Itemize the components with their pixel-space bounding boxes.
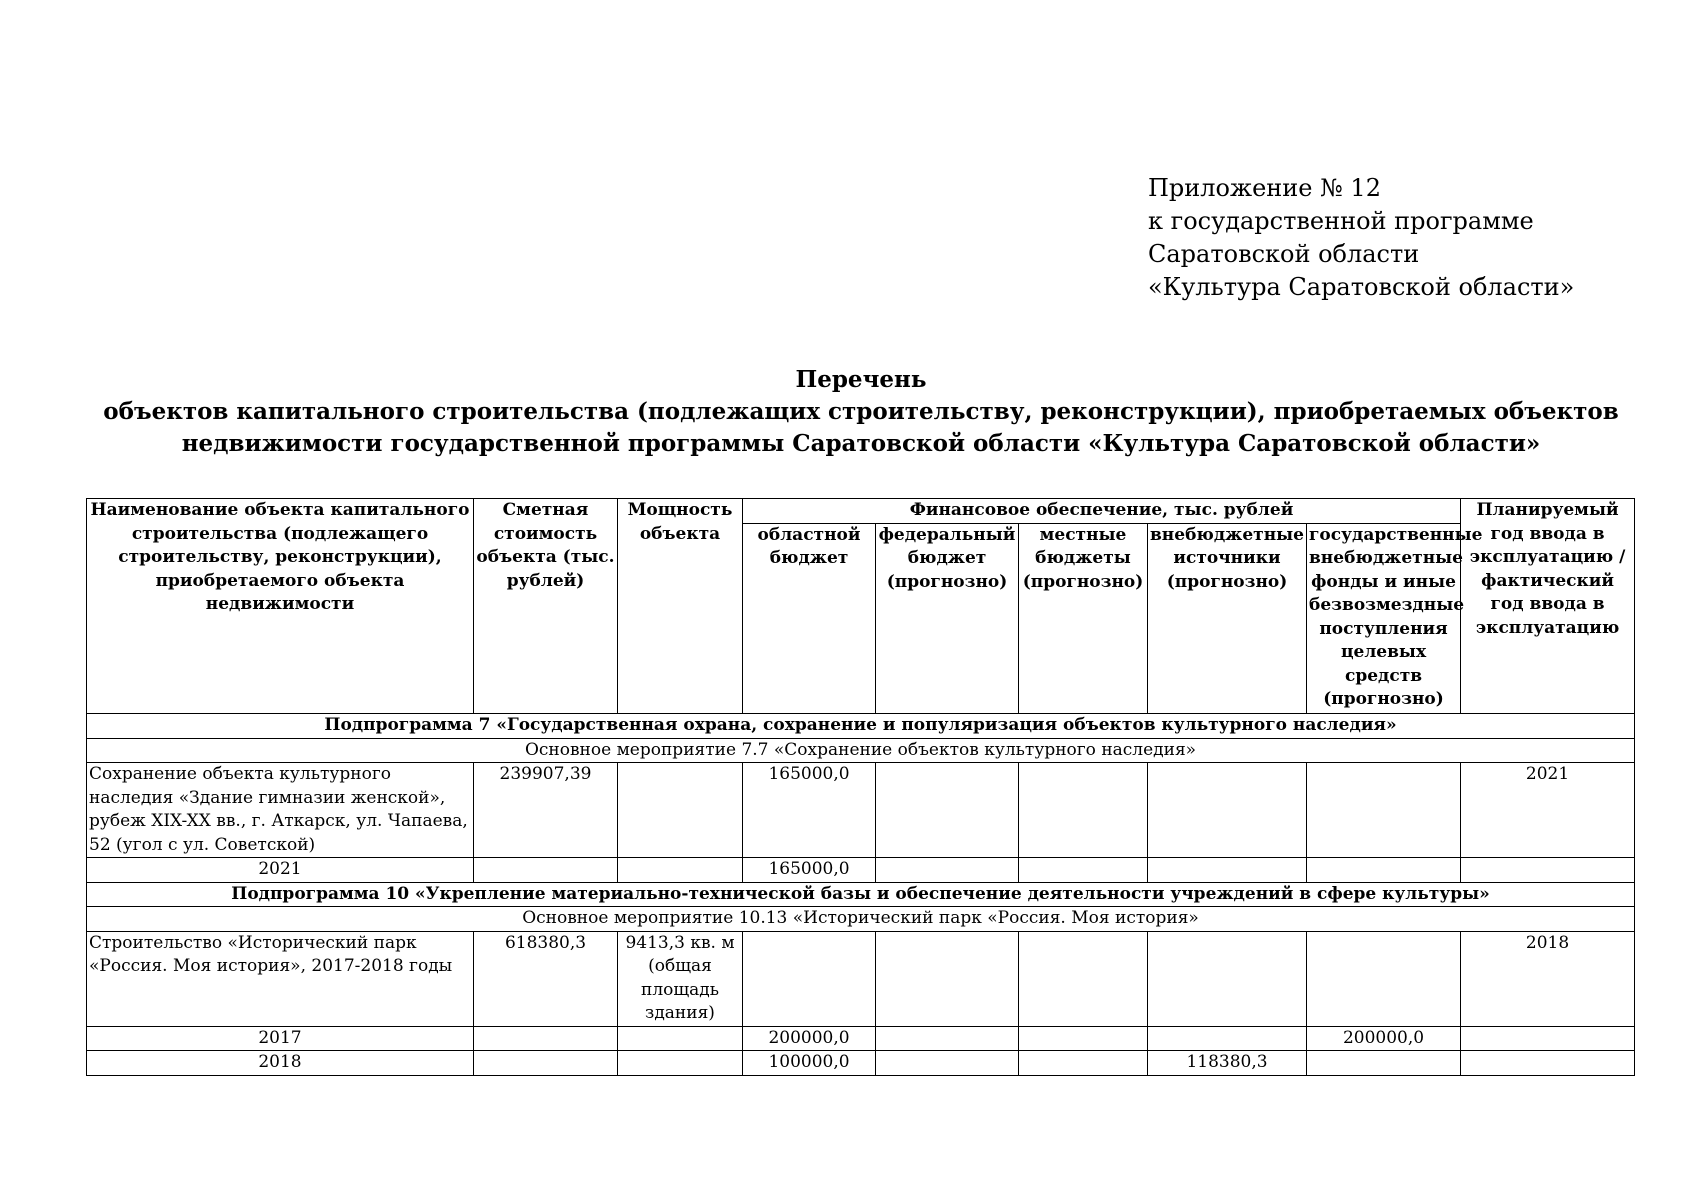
year-row <box>87 858 1635 883</box>
year-cost <box>474 858 618 883</box>
year-regional: 200000,0 <box>743 1026 876 1051</box>
appendix-block <box>1148 172 1574 304</box>
title-line-1: Перечень <box>795 366 927 393</box>
year-regional: 100000,0 <box>743 1051 876 1076</box>
activity-title: Основное мероприятие 10.13 «Исторический парк «Россия. Моя история» <box>87 907 1635 932</box>
year-capacity <box>618 1051 743 1076</box>
object-name: Строительство «Исторический парк «Россия. Моя история», 2017-2018 годы <box>87 931 474 1026</box>
subprogram-row <box>87 714 1635 739</box>
year-planned <box>1461 858 1635 883</box>
capital-objects-table <box>86 498 1635 1076</box>
header-cost: Сметная стоимость объекта (тыс. рублей) <box>474 499 618 714</box>
object-capacity <box>618 763 743 858</box>
header-name: Наименование объекта капитального строительства (подлежащего строительству, реконструкции), приобретаемого объекта недвижимости <box>87 499 474 714</box>
year-local <box>1019 1051 1148 1076</box>
object-federal <box>876 763 1019 858</box>
year-extrabudget <box>1148 1026 1307 1051</box>
appendix-line-4: «Культура Саратовской области» <box>1148 273 1575 301</box>
header-federal: федеральный бюджет (прогнозно) <box>876 523 1019 714</box>
header-regional: областной бюджет <box>743 523 876 714</box>
header-extrabudget: внебюджетные источники (прогнозно) <box>1148 523 1307 714</box>
object-name: Сохранение объекта культурного наследия «Здание гимназии женской», рубеж XIX-XX вв., г. Аткарск, ул. Чапаева, 52 (угол с ул. Советской) <box>87 763 474 858</box>
year-state-funds <box>1307 1051 1461 1076</box>
object-cost: 618380,3 <box>474 931 618 1026</box>
year-capacity <box>618 1026 743 1051</box>
year-state-funds: 200000,0 <box>1307 1026 1461 1051</box>
object-regional: 165000,0 <box>743 763 876 858</box>
year-planned <box>1461 1051 1635 1076</box>
year-cost <box>474 1051 618 1076</box>
year-state-funds <box>1307 858 1461 883</box>
title-line-2: объектов капитального строительства (подлежащих строительству, реконструкции), приобретаемых объектов <box>103 398 1619 425</box>
object-federal <box>876 931 1019 1026</box>
year-extrabudget: 118380,3 <box>1148 1051 1307 1076</box>
year-federal <box>876 858 1019 883</box>
object-year: 2021 <box>1461 763 1635 858</box>
year-regional: 165000,0 <box>743 858 876 883</box>
header-year: Планируемый год ввода в эксплуатацию / фактический год ввода в эксплуатацию <box>1461 499 1635 714</box>
object-state-funds <box>1307 763 1461 858</box>
year-capacity <box>618 858 743 883</box>
year-local <box>1019 858 1148 883</box>
document-title <box>86 364 1636 460</box>
object-local <box>1019 931 1148 1026</box>
object-regional <box>743 931 876 1026</box>
appendix-line-2: к государственной программе <box>1148 207 1534 235</box>
object-extrabudget <box>1148 931 1307 1026</box>
year-planned <box>1461 1026 1635 1051</box>
year-cost <box>474 1026 618 1051</box>
year-row <box>87 1051 1635 1076</box>
header-capacity: Мощность объекта <box>618 499 743 714</box>
header-financing: Финансовое обеспечение, тыс. рублей <box>743 499 1461 524</box>
object-local <box>1019 763 1148 858</box>
year-federal <box>876 1051 1019 1076</box>
title-line-3: недвижимости государственной программы Саратовской области «Культура Саратовской области» <box>181 430 1541 457</box>
header-local: местные бюджеты (прогнозно) <box>1019 523 1148 714</box>
object-capacity: 9413,3 кв. м (общая площадь здания) <box>618 931 743 1026</box>
subprogram-row <box>87 882 1635 907</box>
header-row-1 <box>87 499 1635 524</box>
header-state-funds: государственные внебюджетные фонды и иные безвозмездные поступления целевых средств (прогнозно) <box>1307 523 1461 714</box>
object-row <box>87 763 1635 858</box>
activity-row <box>87 907 1635 932</box>
subprogram-title: Подпрограмма 10 «Укрепление материально-технической базы и обеспечение деятельности учреждений в сфере культуры» <box>87 882 1635 907</box>
year-label: 2018 <box>87 1051 474 1076</box>
year-extrabudget <box>1148 858 1307 883</box>
object-extrabudget <box>1148 763 1307 858</box>
activity-title: Основное мероприятие 7.7 «Сохранение объектов культурного наследия» <box>87 738 1635 763</box>
object-row <box>87 931 1635 1026</box>
appendix-line-1: Приложение № 12 <box>1148 174 1381 202</box>
year-label: 2021 <box>87 858 474 883</box>
year-federal <box>876 1026 1019 1051</box>
year-label: 2017 <box>87 1026 474 1051</box>
appendix-line-3: Саратовской области <box>1148 240 1420 268</box>
object-state-funds <box>1307 931 1461 1026</box>
object-cost: 239907,39 <box>474 763 618 858</box>
object-year: 2018 <box>1461 931 1635 1026</box>
year-local <box>1019 1026 1148 1051</box>
year-row <box>87 1026 1635 1051</box>
subprogram-title: Подпрограмма 7 «Государственная охрана, сохранение и популяризация объектов культурного наследия» <box>87 714 1635 739</box>
activity-row <box>87 738 1635 763</box>
